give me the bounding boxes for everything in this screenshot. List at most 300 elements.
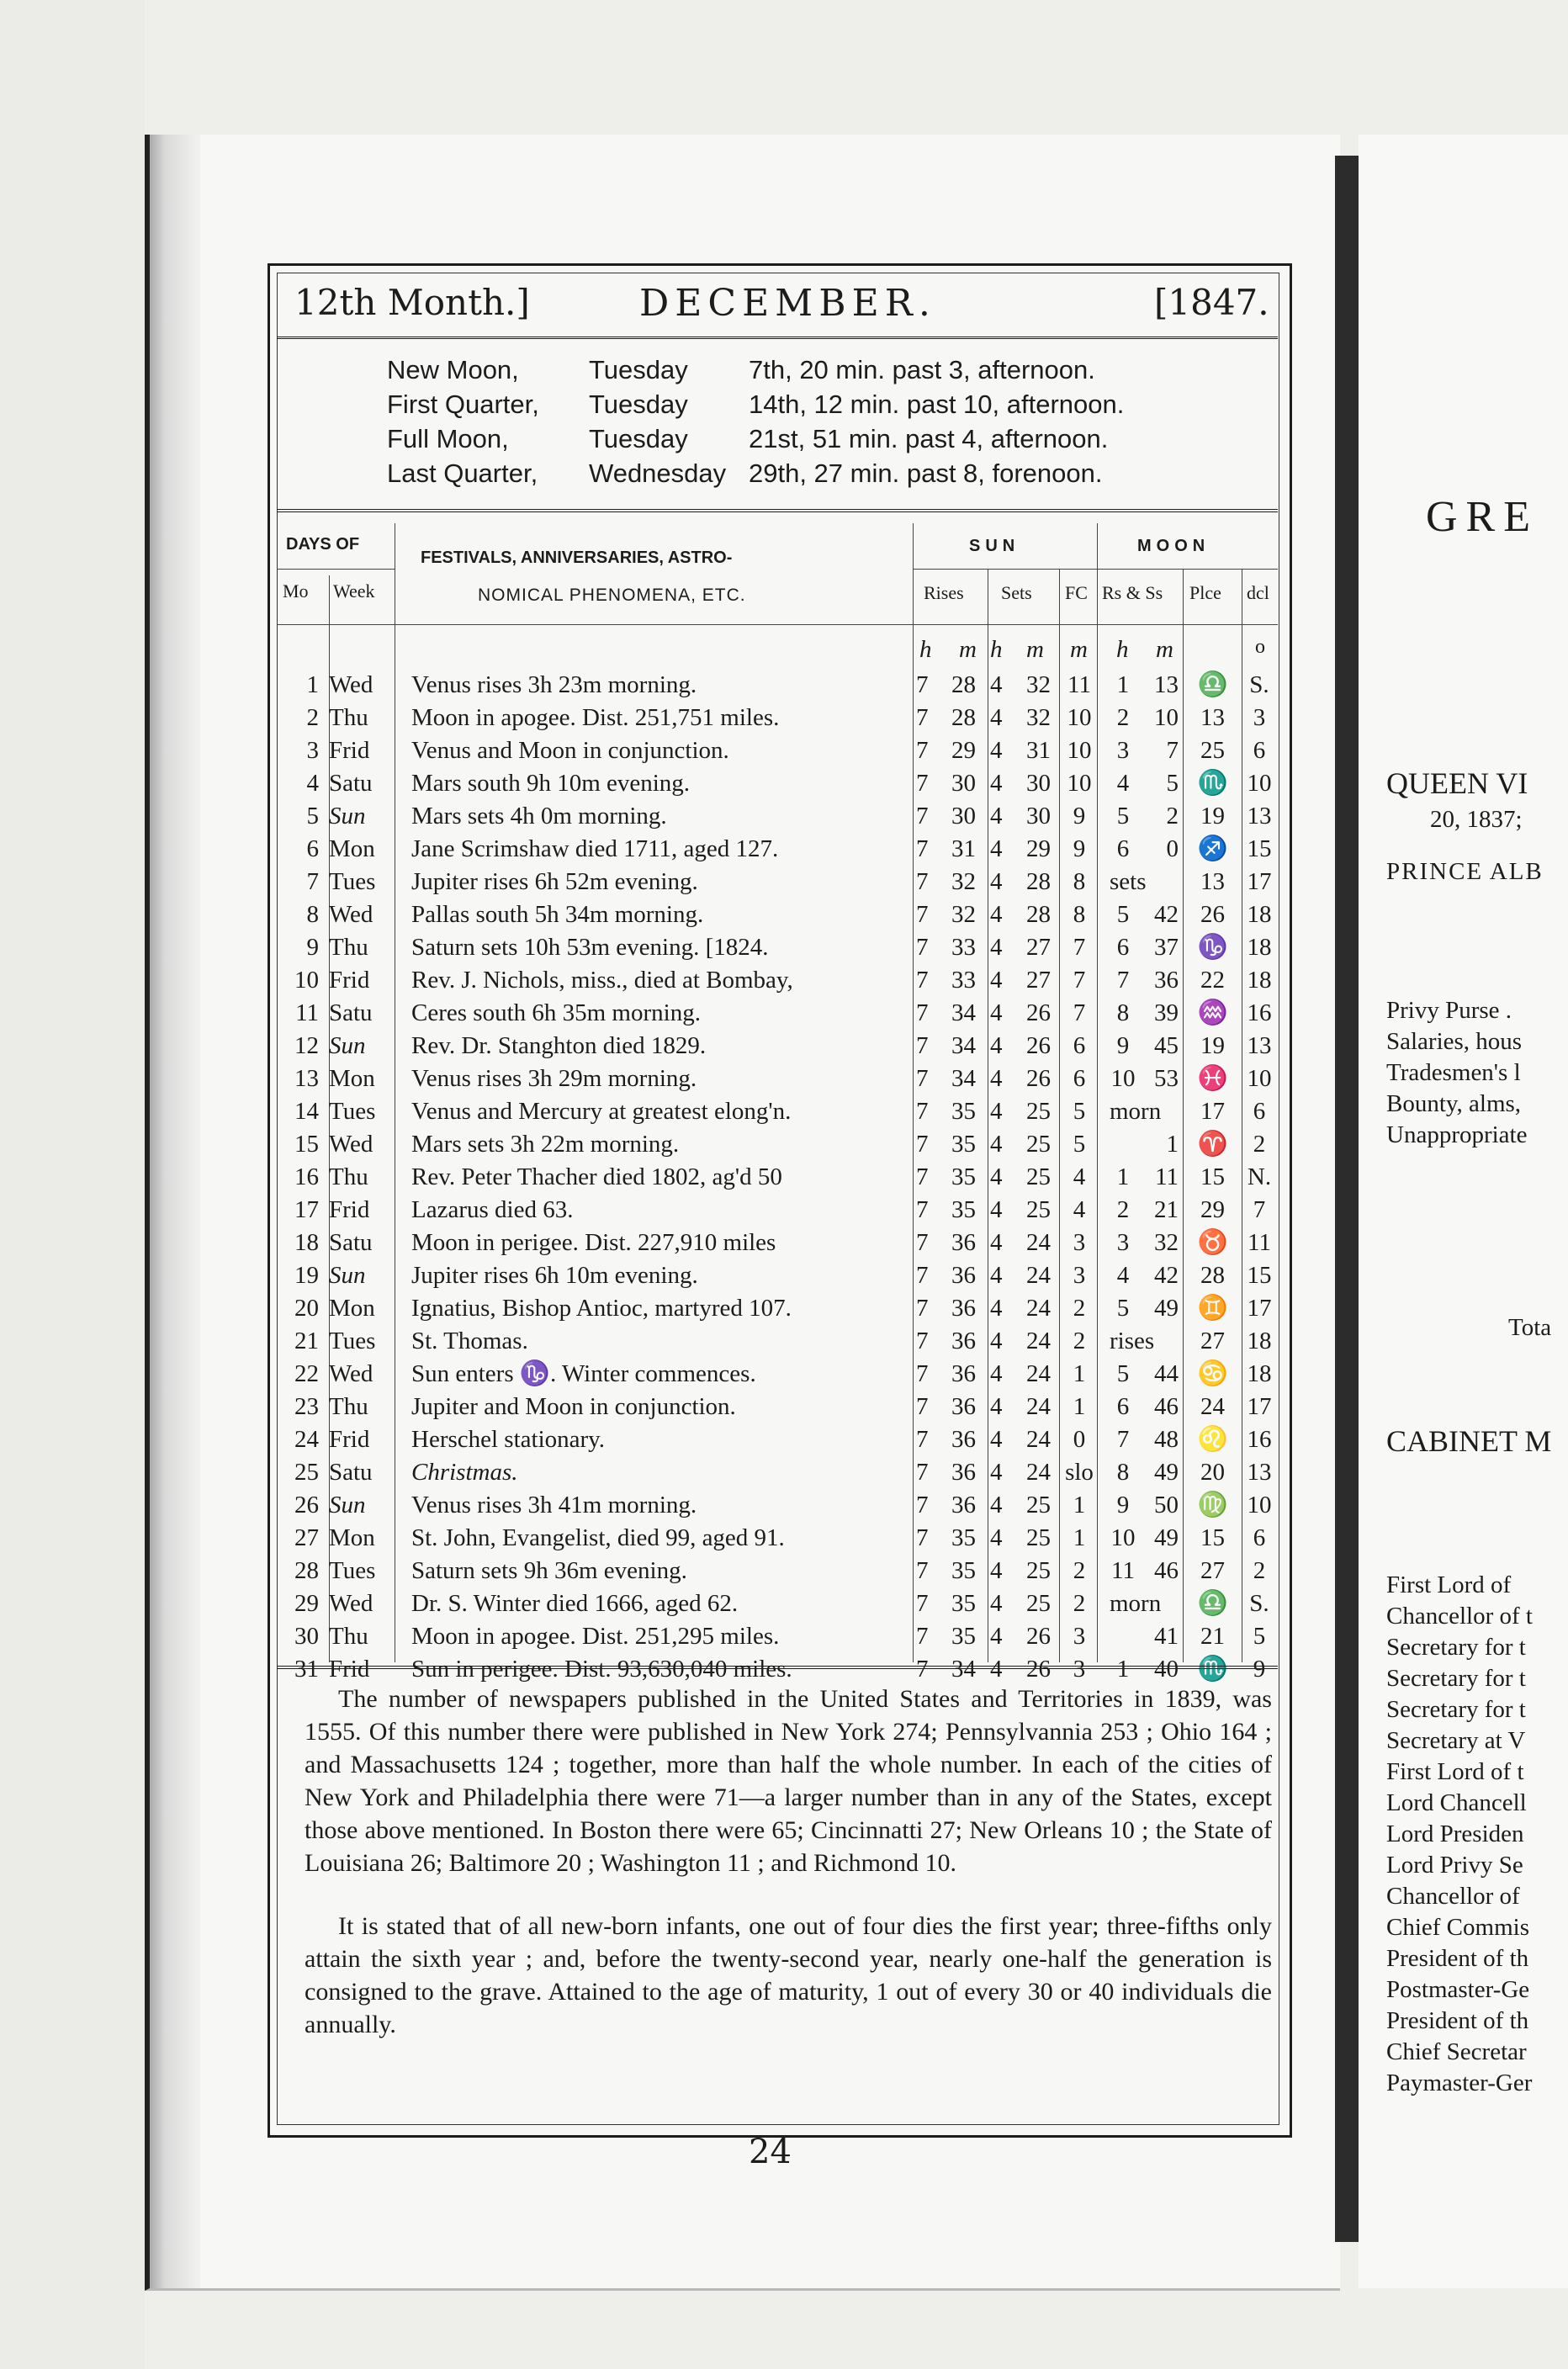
page-number: 24 <box>749 2133 792 2171</box>
phase-time: 21st, 51 min. past 4, afternoon. <box>749 424 1109 453</box>
moon-place: 19 <box>1200 803 1225 829</box>
sun-rise-hour: 7 <box>916 671 929 698</box>
sun-set-minute: 24 <box>1026 1459 1051 1486</box>
sun-set-hour: 4 <box>990 1426 1003 1453</box>
table-row <box>277 1030 1278 1063</box>
right-page-line: Secretary at V <box>1386 1727 1526 1754</box>
moon-rise-set-hour: 3 <box>1116 737 1130 764</box>
moon-declination: N. <box>1247 1163 1272 1190</box>
day-of-month: 7 <box>306 868 319 895</box>
moon-place: 25 <box>1200 737 1225 764</box>
sun-rise-hour: 7 <box>916 1524 929 1551</box>
moon-declination: 17 <box>1247 1295 1272 1322</box>
moon-rise-set-minute: 0 <box>1166 835 1179 862</box>
moon-rise-set-minute: 32 <box>1154 1229 1179 1256</box>
table-row <box>277 1227 1278 1259</box>
phase-name: New Moon, <box>387 355 519 384</box>
moon-declination: 2 <box>1253 1131 1266 1158</box>
sun-set-hour: 4 <box>990 934 1003 961</box>
event-text: Venus and Mercury at greatest elong'n. <box>411 1098 792 1125</box>
sun-rise-minute: 36 <box>951 1426 976 1453</box>
fast-clock: 8 <box>1073 901 1086 928</box>
moon-rise-set-hour: 7 <box>1116 967 1130 994</box>
sun-rise-hour: 7 <box>916 1032 929 1059</box>
moon-rise-set-minute: 48 <box>1154 1426 1179 1453</box>
moon-rise-set-hour: 8 <box>1116 999 1130 1026</box>
moon-declination: 16 <box>1247 999 1272 1026</box>
moon-place: ♏ <box>1197 1656 1228 1683</box>
event-text: Mars south 9h 10m evening. <box>411 770 691 797</box>
book-gutter <box>1335 156 1359 2242</box>
moon-rise-set-hour: 1 <box>1116 1656 1130 1683</box>
moon-rise-set-minute: 40 <box>1154 1656 1179 1683</box>
moon-rise-set-minute: 7 <box>1166 737 1179 764</box>
fast-clock: 11 <box>1067 671 1091 698</box>
fast-clock: 3 <box>1073 1623 1086 1650</box>
day-of-week: Satu <box>329 999 373 1026</box>
right-page-line: Bounty, alms, <box>1386 1090 1522 1117</box>
moon-place: ♌ <box>1197 1426 1228 1453</box>
sun-rise-minute: 36 <box>951 1295 976 1322</box>
day-of-month: 8 <box>306 901 319 928</box>
moon-rise-set-minute: 5 <box>1166 770 1179 797</box>
sun-set-minute: 27 <box>1026 967 1051 994</box>
sun-set-hour: 4 <box>990 835 1003 862</box>
sun-set-minute: 27 <box>1026 934 1051 961</box>
fast-clock: 7 <box>1073 999 1086 1026</box>
sun-rise-minute: 35 <box>951 1557 976 1584</box>
fast-clock: 1 <box>1073 1360 1086 1387</box>
unit-h: h <box>919 636 932 663</box>
fast-clock: 2 <box>1073 1295 1086 1322</box>
sun-rise-hour: 7 <box>916 1196 929 1223</box>
sun-rise-hour: 7 <box>916 1065 929 1092</box>
sun-rise-minute: 35 <box>951 1131 976 1158</box>
sun-set-hour: 4 <box>990 967 1003 994</box>
moon-place: ♏ <box>1197 770 1228 797</box>
sun-rise-hour: 7 <box>916 737 929 764</box>
fast-clock: 6 <box>1073 1032 1086 1059</box>
moon-rise-set-hour: 6 <box>1116 835 1130 862</box>
sun-rise-minute: 34 <box>951 1065 976 1092</box>
table-row <box>277 1259 1278 1292</box>
sun-set-hour: 4 <box>990 1163 1003 1190</box>
fast-clock: 4 <box>1073 1196 1086 1223</box>
sun-set-hour: 4 <box>990 1098 1003 1125</box>
moon-phase-first-quarter <box>387 390 1262 425</box>
moon-declination: 18 <box>1247 901 1272 928</box>
moon-place: 15 <box>1200 1524 1225 1551</box>
phase-time: 29th, 27 min. past 8, forenoon. <box>749 458 1103 488</box>
moon-declination: 3 <box>1253 704 1266 731</box>
col-sun-rises: Rises <box>924 582 964 603</box>
phase-name: Last Quarter, <box>387 458 538 488</box>
moon-place: ♎ <box>1197 1590 1228 1617</box>
event-text: Venus rises 3h 29m morning. <box>411 1065 697 1092</box>
moon-declination: 13 <box>1247 1459 1272 1486</box>
table-row <box>277 1161 1278 1194</box>
moon-rise-set-hour: 10 <box>1110 1524 1136 1551</box>
day-of-month: 13 <box>294 1065 319 1092</box>
header-rule <box>277 337 1278 339</box>
sun-rise-hour: 7 <box>916 1098 929 1125</box>
right-page-line: Tota <box>1508 1314 1552 1341</box>
day-of-month: 29 <box>294 1590 319 1617</box>
day-of-month: 16 <box>294 1163 319 1190</box>
day-of-month: 14 <box>294 1098 319 1125</box>
day-of-month: 5 <box>306 803 319 829</box>
moon-place: 26 <box>1200 901 1225 928</box>
table-row <box>277 1456 1278 1489</box>
day-of-month: 4 <box>306 770 319 797</box>
moon-rise-set-minute: 49 <box>1154 1459 1179 1486</box>
day-of-week: Sun <box>329 1492 366 1518</box>
event-text: Ceres south 6h 35m morning. <box>411 999 701 1026</box>
sun-set-hour: 4 <box>990 901 1003 928</box>
right-page-line: 20, 1837; <box>1430 806 1523 833</box>
moon-rise-set-hour: 11 <box>1111 1557 1135 1584</box>
sun-set-hour: 4 <box>990 671 1003 698</box>
sun-set-minute: 24 <box>1026 1393 1051 1420</box>
right-page-line: Secretary for t <box>1386 1665 1526 1692</box>
sun-set-hour: 4 <box>990 1557 1003 1584</box>
moon-rise-set-hour: 2 <box>1116 704 1130 731</box>
moon-place: 15 <box>1200 1163 1225 1190</box>
day-of-month: 9 <box>306 934 319 961</box>
col-sun: SUN <box>969 537 1020 555</box>
sun-rise-hour: 7 <box>916 1656 929 1683</box>
table-bottom-rule <box>277 1666 1278 1669</box>
sun-set-minute: 28 <box>1026 901 1051 928</box>
event-text: Herschel stationary. <box>411 1426 606 1453</box>
col-moon-rs-ss: Rs & Ss <box>1102 582 1163 603</box>
day-of-week: Sun <box>329 1262 366 1289</box>
fast-clock: 0 <box>1073 1426 1086 1453</box>
day-of-month: 25 <box>294 1459 319 1486</box>
sun-rise-hour: 7 <box>916 1426 929 1453</box>
moon-rise-set-hour: morn <box>1110 1098 1162 1125</box>
col-fc: FC <box>1065 582 1088 603</box>
moon-rise-set-minute: 10 <box>1154 704 1179 731</box>
table-row <box>277 800 1278 833</box>
phase-name: First Quarter, <box>387 390 539 419</box>
event-text: Moon in perigee. Dist. 227,910 miles <box>411 1229 776 1256</box>
sun-set-minute: 25 <box>1026 1163 1051 1190</box>
day-of-month: 23 <box>294 1393 319 1420</box>
moon-declination: 15 <box>1247 1262 1272 1289</box>
sun-set-hour: 4 <box>990 868 1003 895</box>
table-row <box>277 1522 1278 1555</box>
sun-rise-minute: 28 <box>951 704 976 731</box>
right-page-line: Lord Privy Se <box>1386 1852 1523 1879</box>
sun-rise-hour: 7 <box>916 1492 929 1518</box>
moon-rise-set-minute: 41 <box>1154 1623 1179 1650</box>
day-of-week: Frid <box>329 737 370 764</box>
moon-rise-set-minute: 13 <box>1154 671 1179 698</box>
fast-clock: 2 <box>1073 1557 1086 1584</box>
right-page-line: Chancellor of t <box>1386 1603 1533 1630</box>
infant-mortality-paragraph: It is stated that of all new-born infants, one out of four dies the first year; three-fifths only attain the sixth year ; and, before the twenty-second year, nearly one-half the generation is consigned to the grave. Attained to the age of maturity, 1 out of every 30 or 40 individuals die annually. <box>305 1912 1272 2038</box>
sun-rise-hour: 7 <box>916 934 929 961</box>
table-row <box>277 931 1278 964</box>
moon-place: 27 <box>1200 1328 1225 1354</box>
fast-clock: 3 <box>1073 1229 1086 1256</box>
sun-set-minute: 24 <box>1026 1262 1051 1289</box>
sun-set-minute: 30 <box>1026 770 1051 797</box>
right-page-line: Lord Chancell <box>1386 1789 1527 1816</box>
fast-clock: 3 <box>1073 1656 1086 1683</box>
moon-place: ♑ <box>1197 934 1228 961</box>
day-of-week: Wed <box>329 671 373 698</box>
sun-set-hour: 4 <box>990 1590 1003 1617</box>
moon-place: 21 <box>1200 1623 1225 1650</box>
sun-rise-minute: 34 <box>951 1032 976 1059</box>
moon-declination: 2 <box>1253 1557 1266 1584</box>
moon-declination: 18 <box>1247 1360 1272 1387</box>
col-festivals-line1: FESTIVALS, ANNIVERSARIES, ASTRO- <box>421 549 733 567</box>
moon-place: ♒ <box>1197 999 1228 1026</box>
day-of-month: 18 <box>294 1229 319 1256</box>
phase-day: Tuesday <box>589 355 688 384</box>
sun-set-minute: 26 <box>1026 1032 1051 1059</box>
sun-rise-minute: 35 <box>951 1163 976 1190</box>
sun-set-hour: 4 <box>990 1262 1003 1289</box>
fast-clock: 1 <box>1073 1524 1086 1551</box>
sun-rise-minute: 33 <box>951 934 976 961</box>
moon-rise-set-hour: 9 <box>1116 1492 1130 1518</box>
moon-declination: 6 <box>1253 737 1266 764</box>
sun-set-hour: 4 <box>990 1656 1003 1683</box>
moon-rise-set-hour: 5 <box>1116 1295 1130 1322</box>
day-of-month: 28 <box>294 1557 319 1584</box>
day-of-week: Tues <box>329 1098 376 1125</box>
table-row <box>277 1128 1278 1161</box>
day-of-week: Sun <box>329 1032 366 1059</box>
day-of-week: Wed <box>329 901 373 928</box>
sun-rise-minute: 36 <box>951 1492 976 1518</box>
sun-rise-hour: 7 <box>916 1328 929 1354</box>
table-row <box>277 669 1278 702</box>
day-of-month: 10 <box>294 967 319 994</box>
moon-declination: 13 <box>1247 1032 1272 1059</box>
month-label: 12th Month.] <box>294 282 530 323</box>
table-row <box>277 964 1278 997</box>
year-label: [1847. <box>1154 282 1269 323</box>
sun-set-hour: 4 <box>990 803 1003 829</box>
event-text: Dr. S. Winter died 1666, aged 62. <box>411 1590 739 1617</box>
day-of-month: 19 <box>294 1262 319 1289</box>
fast-clock: 8 <box>1073 868 1086 895</box>
sun-set-minute: 28 <box>1026 868 1051 895</box>
moon-rise-set-minute: 39 <box>1154 999 1179 1026</box>
table-row <box>277 1423 1278 1456</box>
day-of-month: 21 <box>294 1328 319 1354</box>
right-page-line: Salaries, hous <box>1386 1028 1523 1055</box>
sun-rise-minute: 35 <box>951 1524 976 1551</box>
sun-set-minute: 31 <box>1026 737 1051 764</box>
table-row <box>277 1555 1278 1587</box>
unit-h: h <box>1116 636 1129 663</box>
sun-set-minute: 25 <box>1026 1131 1051 1158</box>
table-row <box>277 1358 1278 1391</box>
day-of-week: Frid <box>329 1656 370 1683</box>
table-row <box>277 702 1278 734</box>
moon-rise-set-hour: 4 <box>1116 1262 1130 1289</box>
moon-place: 27 <box>1200 1557 1225 1584</box>
event-text: Jupiter and Moon in conjunction. <box>411 1393 736 1420</box>
phase-day: Tuesday <box>589 390 688 419</box>
moon-rise-set-hour: 9 <box>1116 1032 1130 1059</box>
sun-rise-minute: 36 <box>951 1459 976 1486</box>
moon-place: ♋ <box>1197 1360 1228 1387</box>
unit-m: m <box>1070 636 1088 663</box>
sun-set-minute: 32 <box>1026 704 1051 731</box>
sun-rise-hour: 7 <box>916 1229 929 1256</box>
sun-rise-minute: 28 <box>951 671 976 698</box>
moon-rise-set-hour: 1 <box>1116 671 1130 698</box>
sun-rise-hour: 7 <box>916 967 929 994</box>
day-of-week: Thu <box>329 1623 368 1650</box>
table-row <box>277 866 1278 898</box>
phase-name: Full Moon, <box>387 424 509 453</box>
sun-rise-hour: 7 <box>916 704 929 731</box>
right-page-line: CABINET M <box>1386 1424 1552 1458</box>
col-moon-dcl: dcl <box>1247 582 1269 603</box>
moon-rise-set-hour: 6 <box>1116 1393 1130 1420</box>
sun-set-minute: 24 <box>1026 1295 1051 1322</box>
sun-set-minute: 30 <box>1026 803 1051 829</box>
sun-set-minute: 24 <box>1026 1229 1051 1256</box>
table-row <box>277 997 1278 1030</box>
sun-set-hour: 4 <box>990 704 1003 731</box>
right-page-line: Paymaster-Ger <box>1386 2070 1533 2096</box>
right-page-line: Chief Secretar <box>1386 2038 1527 2065</box>
col-moon: MOON <box>1137 537 1210 555</box>
day-of-week: Tues <box>329 868 376 895</box>
unit-m: m <box>1026 636 1044 663</box>
unit-degree: o <box>1255 636 1265 658</box>
right-page-line: Tradesmen's l <box>1386 1059 1521 1086</box>
sun-set-minute: 25 <box>1026 1492 1051 1518</box>
sun-rise-minute: 34 <box>951 999 976 1026</box>
table-top-rule <box>277 509 1278 512</box>
event-text: Rev. Peter Thacher died 1802, ag'd 50 <box>411 1163 782 1190</box>
newspaper-paragraph: The number of newspapers published in the United States and Territories in 1839, was 1555. Of this number there were published in New York 274; Pennsylvannia 253 ; Ohio 164 ; and Massachusetts 124 ; together, more than half the whole number. In each of the cities of New York and Philadelphia there were 71—a larger number than in any of the States, except those above mentioned. In Boston there were 65; Cincinnatti 27; New Orleans 10 ; the State of Louisiana 26; Baltimore 20 ; Washington 11 ; and Richmond 10. <box>305 1685 1272 1877</box>
sun-set-hour: 4 <box>990 1623 1003 1650</box>
sun-set-hour: 4 <box>990 737 1003 764</box>
event-text: Pallas south 5h 34m morning. <box>411 901 704 928</box>
right-page-line: Privy Purse . <box>1386 997 1512 1024</box>
moon-rise-set-hour: 5 <box>1116 803 1130 829</box>
day-of-month: 26 <box>294 1492 319 1518</box>
event-text: Mars sets 3h 22m morning. <box>411 1131 680 1158</box>
col-days-of: DAYS OF <box>286 535 360 554</box>
fast-clock: 9 <box>1073 835 1086 862</box>
day-of-month: 31 <box>294 1656 319 1683</box>
moon-rise-set-hour: 1 <box>1116 1163 1130 1190</box>
sun-set-minute: 24 <box>1026 1426 1051 1453</box>
moon-phase-last-quarter <box>387 458 1262 494</box>
sun-set-hour: 4 <box>990 1196 1003 1223</box>
sun-set-minute: 25 <box>1026 1098 1051 1125</box>
moon-place: 24 <box>1200 1393 1225 1420</box>
event-text: St. Thomas. <box>411 1328 528 1354</box>
sun-set-minute: 26 <box>1026 999 1051 1026</box>
event-text: Moon in apogee. Dist. 251,295 miles. <box>411 1623 780 1650</box>
sun-set-minute: 25 <box>1026 1557 1051 1584</box>
right-page-line: Secretary for t <box>1386 1634 1526 1661</box>
right-page-line: PRINCE ALB <box>1386 858 1544 885</box>
event-text: Mars sets 4h 0m morning. <box>411 803 667 829</box>
sun-set-hour: 4 <box>990 1295 1003 1322</box>
moon-place: ♊ <box>1197 1295 1228 1322</box>
phase-day: Tuesday <box>589 424 688 453</box>
phase-time: 7th, 20 min. past 3, afternoon. <box>749 355 1095 384</box>
sun-rise-hour: 7 <box>916 1623 929 1650</box>
sun-set-minute: 32 <box>1026 671 1051 698</box>
table-row <box>277 1391 1278 1423</box>
moon-place: 17 <box>1200 1098 1225 1125</box>
day-of-month: 20 <box>294 1295 319 1322</box>
moon-declination: 17 <box>1247 868 1272 895</box>
sun-set-minute: 26 <box>1026 1065 1051 1092</box>
sun-rise-minute: 31 <box>951 835 976 862</box>
sun-rise-hour: 7 <box>916 1393 929 1420</box>
moon-place: 19 <box>1200 1032 1225 1059</box>
sun-set-minute: 26 <box>1026 1656 1051 1683</box>
moon-rise-set-hour: 5 <box>1116 901 1130 928</box>
table-row <box>277 767 1278 800</box>
day-of-month: 12 <box>294 1032 319 1059</box>
sun-set-hour: 4 <box>990 1360 1003 1387</box>
moon-rise-set-minute: 46 <box>1154 1393 1179 1420</box>
fast-clock: 2 <box>1073 1328 1086 1354</box>
table-row <box>277 898 1278 931</box>
col-sun-sets: Sets <box>1001 582 1032 603</box>
sun-rise-minute: 30 <box>951 770 976 797</box>
table-row <box>277 1063 1278 1095</box>
moon-place: ♐ <box>1197 835 1228 862</box>
moon-declination: 13 <box>1247 803 1272 829</box>
day-of-month: 3 <box>306 737 319 764</box>
sun-rise-minute: 34 <box>951 1656 976 1683</box>
sun-rise-hour: 7 <box>916 1590 929 1617</box>
moon-rise-set-minute: 2 <box>1166 803 1179 829</box>
moon-declination: 18 <box>1247 1328 1272 1354</box>
day-of-week: Wed <box>329 1131 373 1158</box>
fast-clock: 9 <box>1073 803 1086 829</box>
sun-rise-minute: 32 <box>951 901 976 928</box>
day-of-month: 6 <box>306 835 319 862</box>
fast-clock: 5 <box>1073 1131 1086 1158</box>
moon-place: ♍ <box>1197 1492 1228 1518</box>
moon-declination: 7 <box>1253 1196 1266 1223</box>
moon-rise-set-hour: 10 <box>1110 1065 1136 1092</box>
event-text: Jane Scrimshaw died 1711, aged 127. <box>411 835 779 862</box>
moon-place: ♓ <box>1197 1065 1228 1092</box>
sun-rise-hour: 7 <box>916 1131 929 1158</box>
day-of-week: Tues <box>329 1328 376 1354</box>
moon-rise-set-hour: rises <box>1110 1328 1155 1354</box>
moon-declination: 10 <box>1247 1065 1272 1092</box>
sun-rise-minute: 36 <box>951 1229 976 1256</box>
col-mo: Mo <box>283 580 309 602</box>
sun-rise-minute: 35 <box>951 1623 976 1650</box>
day-of-week: Mon <box>329 1295 375 1322</box>
sun-rise-minute: 30 <box>951 803 976 829</box>
day-of-week: Sun <box>329 803 366 829</box>
table-row <box>277 833 1278 866</box>
